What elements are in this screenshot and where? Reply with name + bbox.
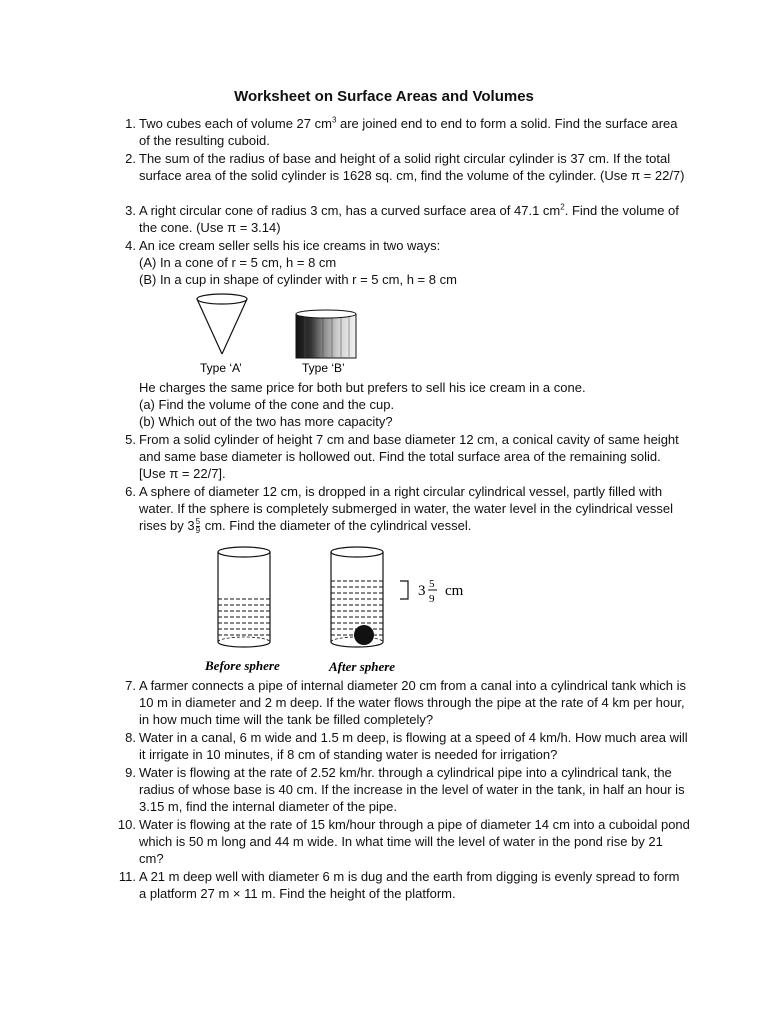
fraction-numerator: 5: [195, 517, 201, 527]
question-number: 10.: [117, 817, 136, 832]
question-number: 6.: [125, 484, 136, 499]
after-sphere-label: After sphere: [329, 659, 396, 674]
question-number: 8.: [125, 730, 136, 745]
vessel-before-icon: [218, 547, 270, 647]
sphere-icon: [354, 625, 374, 645]
question-text-cont: are joined end to end to form a solid. Find the surface area of the resulting cuboid.: [139, 116, 678, 149]
question-text-cont: . Find the volume of the cone. (Use π = 3.14): [139, 203, 679, 236]
option-b-text: (B) In a cup in shape of cylinder with r = 5 cm, h = 8 cm: [139, 272, 457, 288]
question-number: 1.: [125, 116, 136, 131]
rise-denominator: 9: [429, 593, 435, 605]
question-text: A 21 m deep well with diameter 6 m is dug and the earth from digging is evenly spread to form a platform 27 m × 11 m. Find the height of the platform.: [139, 869, 680, 902]
question-text-cont: cm. Find the diameter of the cylindrical vessel.: [201, 518, 472, 534]
fraction-denominator: 9: [195, 526, 201, 536]
question-1: [110, 115, 690, 149]
rise-whole: 3: [418, 583, 426, 599]
type-b-label: Type ‘B’: [302, 361, 345, 375]
question-text: The sum of the radius of base and height of a solid right circular cylinder is 37 cm. If the total surface area of the solid cylinder is 1628 sq. cm, find the volume of the cylinder. (Use π = 22/7): [139, 151, 685, 184]
question-text: A farmer connects a pipe of internal diameter 20 cm from a canal into a cylindrical tank which is 10 m in diameter and 2 m deep. If the water flows through the pipe at the rate of 4 km per hour, in how much time will the tank be filled completely?: [139, 678, 686, 728]
question-6: [110, 483, 690, 535]
question-text: Two cubes each of volume 27 cm: [139, 116, 332, 131]
ice-cream-figure: [190, 288, 380, 376]
rise-numerator: 5: [429, 578, 435, 590]
before-sphere-label: Before sphere: [205, 658, 280, 673]
sub-question-a: (a) Find the volume of the cone and the cup.: [139, 397, 395, 413]
question-text: He charges the same price for both but prefers to sell his ice cream in a cone.: [139, 380, 586, 395]
sub-question-b: (b) Which out of the two has more capacity?: [139, 414, 393, 430]
question-4-continued: [110, 379, 690, 431]
question-9: [110, 764, 690, 816]
superscript: 3: [331, 115, 337, 125]
question-7: [110, 677, 690, 729]
question-11: [110, 868, 690, 902]
cone-icon: [197, 294, 247, 354]
cylinder-cup-icon: [296, 310, 356, 358]
page-title: Worksheet on Surface Areas and Volumes: [234, 88, 534, 105]
question-text: A right circular cone of radius 3 cm, has a curved surface area of 47.1 cm: [139, 203, 561, 218]
vessel-after-icon: [331, 547, 383, 647]
question-text: Water in a canal, 6 m wide and 1.5 m deep, is flowing at a speed of 4 km/h. How much area will it irrigate in 10 minutes, if 8 cm of standing water is needed for irrigation?: [139, 730, 688, 763]
question-3: [110, 202, 690, 236]
option-a-text: (A) In a cone of r = 5 cm, h = 8 cm: [139, 255, 337, 271]
type-a-label: Type ‘A’: [200, 361, 242, 375]
question-text: An ice cream seller sells his ice creams in two ways:: [139, 238, 441, 253]
question-4: [110, 237, 690, 289]
level-rise-bracket: [400, 581, 408, 599]
fraction: [196, 518, 200, 535]
question-text: Water is flowing at the rate of 15 km/hour through a pipe of diameter 14 cm into a cuboidal pond which is 50 m long and 44 m wide. In what time will the level of water in the pond rise by 21 cm?: [139, 817, 690, 867]
question-2: [110, 150, 690, 184]
question-number: 7.: [125, 678, 136, 693]
rise-unit: cm: [445, 583, 464, 599]
question-text: From a solid cylinder of height 7 cm and base diameter 12 cm, a conical cavity of same height and same base diameter is hollowed out. Find the total surface area of the remaining solid. [Use π = 22/7].: [139, 432, 679, 482]
question-5: [110, 431, 690, 483]
question-number: 3.: [125, 203, 136, 218]
question-10: [110, 816, 690, 868]
question-number: 2.: [125, 151, 136, 166]
question-number: 4.: [125, 238, 136, 253]
question-number: 5.: [125, 432, 136, 447]
vessel-figure: [200, 544, 490, 676]
question-text: Water is flowing at the rate of 2.52 km/hr. through a cylindrical pipe into a cylindrical tank, the radius of whose base is 40 cm. If the increase in the level of water in the tank, in half an hour is 3.15 m, find the internal diameter of the pipe.: [139, 765, 685, 815]
question-number: 11.: [118, 869, 136, 884]
question-8: [110, 729, 690, 763]
question-text: A sphere of diameter 12 cm, is dropped in a right circular cylindrical vessel, partly filled with water. If the sphere is completely submerged in water, the water level in the cylindrical vessel rises by 3: [139, 484, 673, 534]
question-number: 9.: [125, 765, 136, 780]
superscript: 2: [560, 202, 565, 212]
